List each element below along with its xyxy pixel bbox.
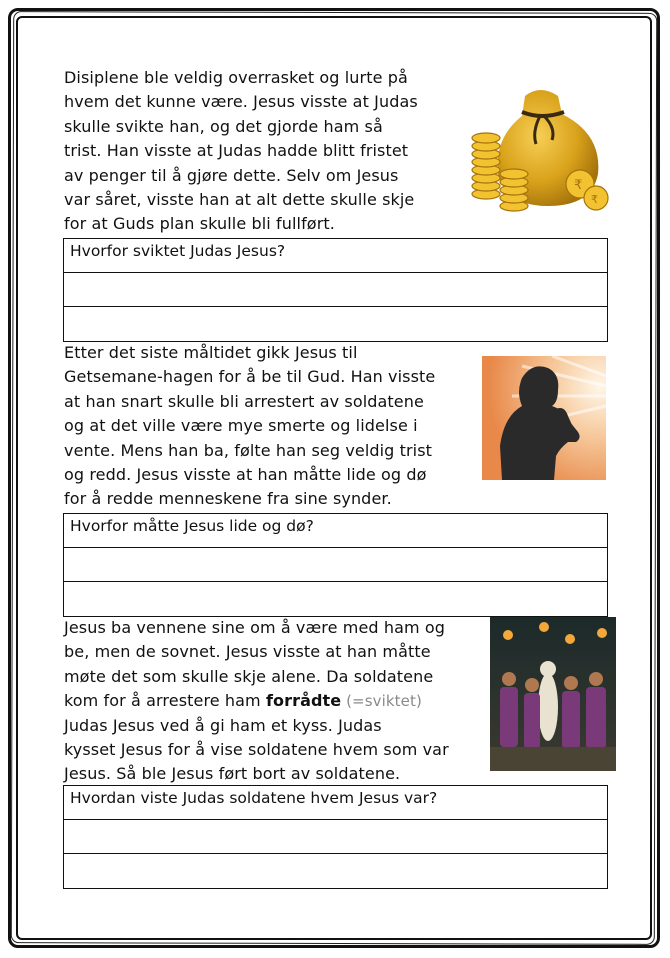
paragraph-line: og redd. Jesus visste at han måtte lide og dø: [64, 465, 427, 485]
paragraph-line: for å redde menneskene fra sine synder.: [64, 489, 392, 509]
paragraph-line: vente. Mens han ba, følte han seg veldig trist: [64, 440, 433, 460]
paragraph-line: av penger til å gjøre dette. Selv om Jesus: [64, 165, 399, 185]
paragraph-line: Disiplene ble veldig overrasket og lurte på: [64, 68, 408, 87]
text-run: kom for å arrestere ham: [64, 691, 266, 711]
paragraph-line: hvem det kunne være. Jesus visste at Judas: [64, 92, 418, 112]
answer-line[interactable]: [64, 273, 607, 307]
paragraph-line: Etter det siste måltidet gikk Jesus til: [64, 343, 358, 362]
paragraph-line: at han snart skulle bli arrestert av soldatene: [64, 391, 424, 411]
arrest-scene-picture: [490, 617, 616, 771]
answer-line[interactable]: [64, 582, 607, 616]
answer-box-2: [63, 513, 608, 617]
question-3: Hvordan viste Judas soldatene hvem Jesus var?: [64, 786, 607, 820]
paragraph-line: var såret, visste han at alt dette skulle skje: [64, 190, 415, 210]
paragraph-line: Jesus ba vennene sine om å være med ham og: [64, 618, 445, 637]
answer-line[interactable]: [64, 820, 607, 854]
answer-box-1: [63, 238, 608, 342]
svg-text:₹: ₹: [574, 178, 583, 193]
paragraph-line: møte det som skulle skje alene. Da soldatene: [64, 666, 434, 686]
paragraph-2: [64, 341, 435, 512]
question-1: Hvorfor sviktet Judas Jesus?: [64, 239, 607, 273]
keyword-forradte: forrådte: [265, 691, 342, 711]
paragraph-line: [64, 689, 449, 713]
answer-box-3: [63, 785, 608, 889]
paragraph-line: kysset Jesus for å vise soldatene hvem som var: [64, 740, 449, 760]
question-2: Hvorfor måtte Jesus lide og dø?: [64, 514, 607, 548]
paragraph-line: for at Guds plan skulle bli fullført.: [64, 214, 335, 234]
praying-jesus-silhouette-icon: [482, 356, 606, 480]
paragraph-3: [64, 616, 449, 787]
keyword-explanation: (=sviktet): [341, 692, 422, 711]
paragraph-line: Judas Jesus ved å gi ham et kyss. Judas: [64, 715, 382, 735]
svg-text:₹: ₹: [591, 193, 598, 206]
paragraph-line: be, men de sovnet. Jesus visste at han måtte: [64, 642, 431, 662]
paragraph-1: [64, 66, 418, 237]
answer-line[interactable]: [64, 548, 607, 582]
answer-line[interactable]: [64, 854, 607, 888]
paragraph-line: og at det ville være mye smerte og lidelse i: [64, 416, 418, 436]
paragraph-line: Getsemane-hagen for å be til Gud. Han visste: [64, 367, 436, 387]
paragraph-line: skulle svikte han, og det gjorde ham så: [64, 116, 383, 136]
money-bag-icon: [470, 74, 612, 222]
paragraph-line: Jesus. Så ble Jesus ført bort av soldatene.: [64, 764, 401, 784]
paragraph-line: trist. Han visste at Judas hadde blitt fristet: [64, 141, 409, 161]
answer-line[interactable]: [64, 307, 607, 341]
